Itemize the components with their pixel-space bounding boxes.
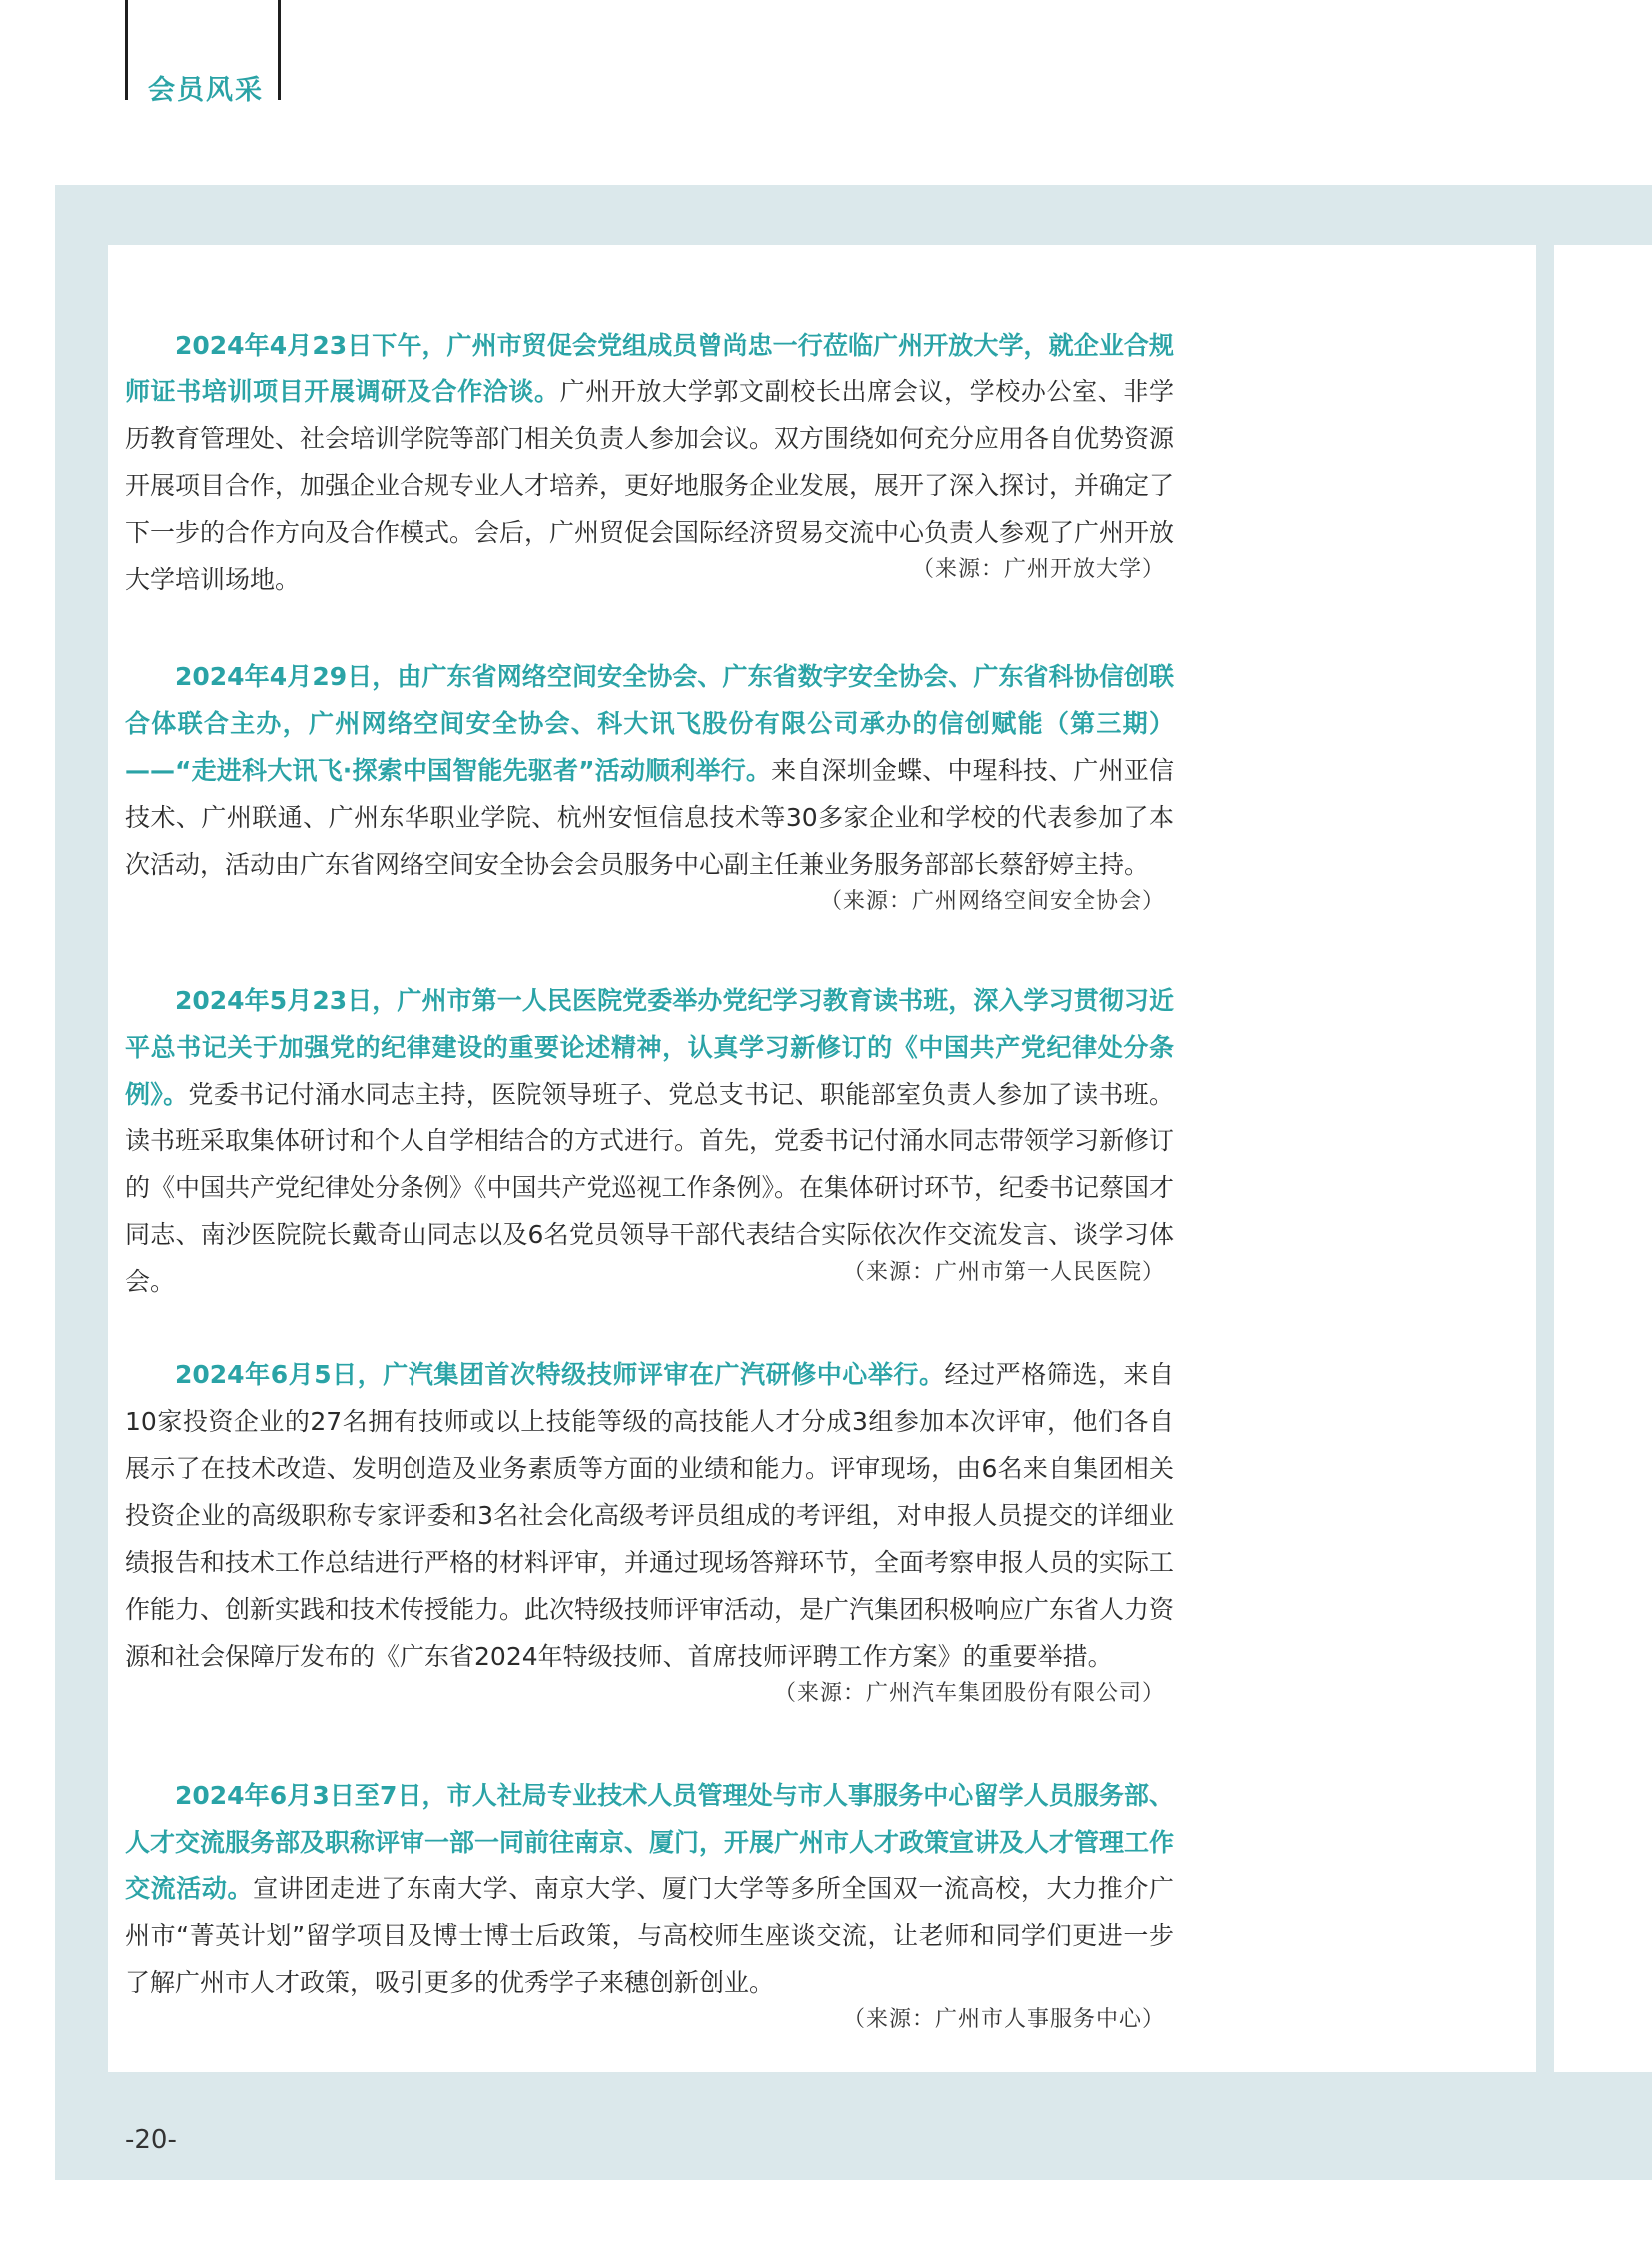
news-item-headline: 2024年6月5日，广汽集团首次特级技师评审在广汽研修中心举行。 — [175, 1360, 945, 1389]
news-item-source: （来源：广州市第一人民医院） — [842, 1260, 1165, 1285]
news-item-source: （来源：广州汽车集团股份有限公司） — [773, 1681, 1165, 1706]
news-item-4 — [125, 1351, 1174, 1680]
news-item-body: 宣讲团走进了东南大学、南京大学、厦门大学等多所全国双一流高校，大力推介广州市“菁英计划”留学项目及博士博士后政策，与高校师生座谈交流，让老师和同学们更进一步了解广州市人才政策，吸引更多的优秀学子来穗创新创业。 — [125, 1874, 1174, 1997]
news-item-body: 经过严格筛选，来自10家投资企业的27名拥有技师或以上技能等级的高技能人才分成3组参加本次评审，他们各自展示了在技术改造、发明创造及业务素质等方面的业绩和能力。评审现场，由6名来自集团相关投资企业的高级职称专家评委和3名社会化高级考评员组成的考评组，对申报人员提交的详细业绩报告和技术工作总结进行严格的材料评审，并通过现场答辩环节，全面考察申报人员的实际工作能力、创新实践和技术传授能力。此次特级技师评审活动，是广汽集团积极响应广东省人力资源和社会保障厅发布的《广东省2024年特级技师、首席技师评聘工作方案》的重要举措。 — [125, 1360, 1175, 1671]
header-divider-right — [278, 0, 281, 100]
right-edge-strip — [1554, 245, 1652, 2072]
news-item-source: （来源：广州开放大学） — [911, 557, 1165, 582]
news-item-2 — [125, 653, 1174, 888]
news-item-5 — [125, 1772, 1174, 2006]
section-title: 会员风采 — [148, 75, 264, 106]
page-number: -20- — [125, 2125, 177, 2155]
news-item-headline: 2024年6月3日至7日，市人社局专业技术人员管理处与市人事服务中心留学人员服务部、人才交流服务部及职称评审一部一同前往南京、厦门，开展广州市人才政策宣讲及人才管理工作交流活动。 — [125, 1781, 1175, 1903]
news-item-headline: 2024年5月23日，广州市第一人民医院党委举办党纪学习教育读书班，深入学习贯彻习近平总书记关于加强党的纪律建设的重要论述精神，认真学习新修订的《中国共产党纪律处分条例》。 — [125, 986, 1174, 1109]
news-item-headline: 2024年4月23日下午，广州市贸促会党组成员曾尚忠一行莅临广州开放大学，就企业合规师证书培训项目开展调研及合作洽谈。 — [125, 331, 1174, 406]
news-item-headline: 2024年4月29日，由广东省网络空间安全协会、广东省数字安全协会、广东省科协信创联合体联合主办，广州网络空间安全协会、科大讯飞股份有限公司承办的信创赋能（第三期）——“走进科大讯飞·探索中国智能先驱者”活动顺利举行。 — [125, 662, 1174, 785]
news-item-source: （来源：广州网络空间安全协会） — [819, 889, 1165, 914]
news-item-body: 党委书记付涌水同志主持，医院领导班子、党总支书记、职能部室负责人参加了读书班。读书班采取集体研讨和个人自学相结合的方式进行。首先，党委书记付涌水同志带领学习新修订的《中国共产党纪律处分条例》《中国共产党巡视工作条例》。在集体研讨环节，纪委书记蔡国才同志、南沙医院院长戴奇山同志以及6名党员领导干部代表结合实际依次作交流发言、谈学习体会。 — [125, 1080, 1175, 1296]
header-divider-left — [125, 0, 128, 100]
news-item-body: 广州开放大学郭文副校长出席会议，学校办公室、非学历教育管理处、社会培训学院等部门相关负责人参加会议。双方围绕如何充分应用各自优势资源开展项目合作，加强企业合规专业人才培养，更好地服务企业发展，展开了深入探讨，并确定了下一步的合作方向及合作模式。会后，广州贸促会国际经济贸易交流中心负责人参观了广州开放大学培训场地。 — [125, 377, 1175, 594]
news-item-body: 来自深圳金蝶、中瑆科技、广州亚信技术、广州联通、广州东华职业学院、杭州安恒信息技术等30多家企业和学校的代表参加了本次活动，活动由广东省网络空间安全协会会员服务中心副主任兼业务服务部部长蔡舒婷主持。 — [125, 756, 1174, 879]
news-item-source: （来源：广州市人事服务中心） — [842, 2007, 1165, 2032]
